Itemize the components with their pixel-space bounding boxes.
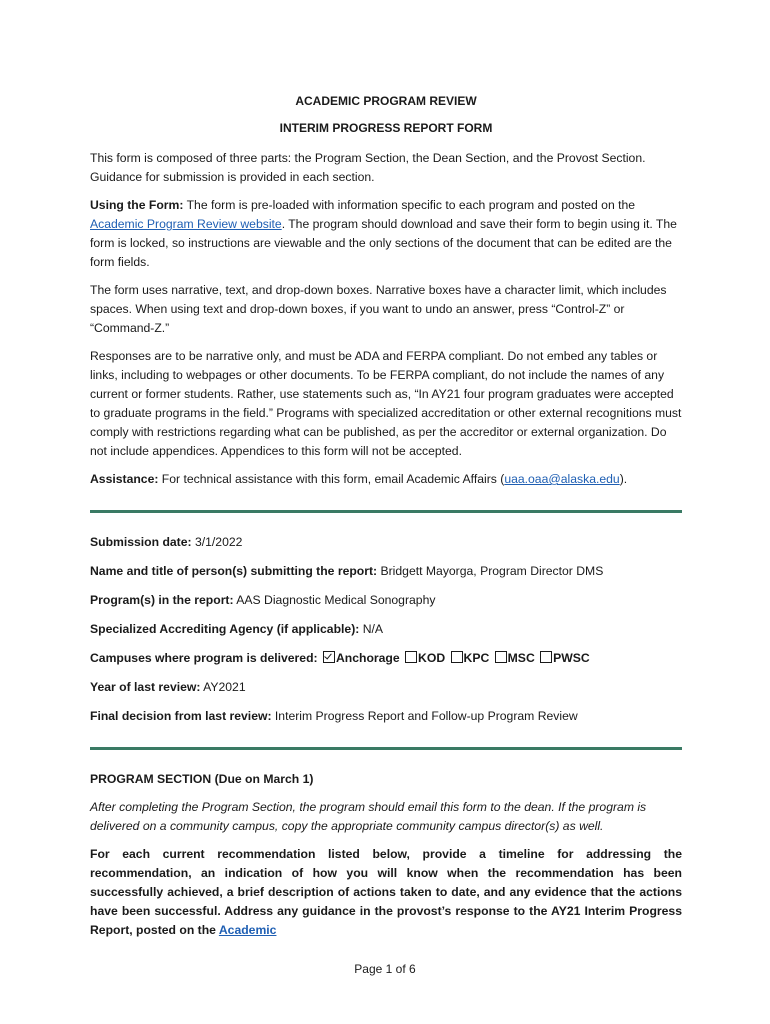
submission-date-label: Submission date: [90,535,192,549]
final-decision-value[interactable]: Interim Progress Report and Follow-up Program Review [271,709,578,723]
campuses-label: Campuses where program is delivered: [90,651,318,665]
submitter-value[interactable]: Bridgett Mayorga, Program Director DMS [377,564,604,578]
page-number: Page 1 of 6 [354,962,416,976]
program-section-instructions-text: After completing the Program Section, the program should email this form to the dean. If the program is delivered on a community campus, copy the appropriate community campus director(s) as well. [90,800,647,833]
section-divider [90,747,682,750]
section-divider [90,510,682,513]
campus-anchorage[interactable] [321,651,400,665]
programs-field [90,591,682,610]
last-review-year-label: Year of last review: [90,680,201,694]
program-section-instructions [90,798,682,836]
assistance-paragraph [90,470,682,489]
program-section-heading [90,770,682,789]
checkbox-checked-icon[interactable] [323,651,335,663]
campus-pwsc[interactable] [538,651,590,665]
checkbox-icon[interactable] [405,651,417,663]
agency-label: Specialized Accrediting Agency (if applicable): [90,622,360,636]
assistance-text-a: For technical assistance with this form, email Academic Affairs ( [158,472,505,486]
intro-text: This form is composed of three parts: the Program Section, the Dean Section, and the Provost Section. Guidance for submission is provided in each section. [90,151,646,184]
document-subtitle: INTERIM PROGRESS REPORT FORM [279,121,493,135]
submission-date-value[interactable]: 3/1/2022 [191,535,243,549]
assistance-text-b: ). [619,472,628,486]
campuses-field [90,649,682,668]
campus-kpc[interactable] [449,651,490,665]
programs-value[interactable]: AAS Diagnostic Medical Sonography [233,593,436,607]
programs-label: Program(s) in the report: [90,593,234,607]
last-review-year-field [90,678,682,697]
using-form-label: Using the Form: [90,198,184,212]
campus-label: KPC [463,651,490,665]
intro-paragraph [90,149,682,187]
assistance-label: Assistance: [90,472,159,486]
campus-label: MSC [507,651,535,665]
page-content [90,92,682,949]
email-link[interactable]: uaa.oaa@alaska.edu [504,472,620,486]
checkbox-icon[interactable] [540,651,552,663]
agency-field [90,620,682,639]
responses-paragraph [90,347,682,461]
academic-link[interactable]: Academic [218,923,277,937]
form-boxes-paragraph [90,281,682,338]
document-title: ACADEMIC PROGRAM REVIEW [295,94,477,108]
using-form-text-b: . The program should download and save their form to begin using it. The form is locked, so instructions are viewable and the only sections of the document that can be edited are the form fields. [90,217,677,269]
using-form-text-a: The form is pre-loaded with information specific to each program and posted on the [183,198,636,212]
academic-program-review-link[interactable]: Academic Program Review website [90,217,282,231]
recommendations-text: For each current recommendation listed below, provide a timeline for addressing the recommendation, an indication of how you will know when the recommendation has been successfully achieved, a brief description of actions taken to date, and any evidence that the actions have been successful. Address any guidance in the provost’s response to the AY21 Interim Progress Report, posted on the [90,847,682,937]
checkbox-icon[interactable] [495,651,507,663]
using-form-paragraph [90,196,682,272]
submitter-field [90,562,682,581]
last-review-year-value[interactable]: AY2021 [200,680,246,694]
final-decision-label: Final decision from last review: [90,709,272,723]
recommendations-instructions [90,845,682,940]
checkbox-icon[interactable] [451,651,463,663]
submission-date-field [90,533,682,552]
campus-label: KOD [418,651,446,665]
program-section-title: PROGRAM SECTION (Due on March 1) [90,772,314,786]
campus-kod[interactable] [403,651,445,665]
form-boxes-text: The form uses narrative, text, and drop-down boxes. Narrative boxes have a character limit, which includes spaces. When using text and drop-down boxes, if you want to undo an answer, press “Control-Z” or “Command-Z.” [90,283,667,335]
submitter-label: Name and title of person(s) submitting the report: [90,564,378,578]
agency-value[interactable]: N/A [359,622,384,636]
campus-msc[interactable] [493,651,535,665]
final-decision-field [90,707,682,726]
campus-label: PWSC [553,651,590,665]
campus-label: Anchorage [335,651,400,665]
responses-text: Responses are to be narrative only, and must be ADA and FERPA compliant. Do not embed any tables or links, including to webpages or other documents. To be FERPA compliant, do not include the names of any current or former students. Rather, use statements such as, “In AY21 four program graduates were accepted to graduate programs in the field.” Programs with specialized accreditation or other external recognitions must comply with restrictions regarding what can be published, as per the accreditor or external organization. Do not include appendices. Appendices to this form will not be accepted. [90,349,682,458]
